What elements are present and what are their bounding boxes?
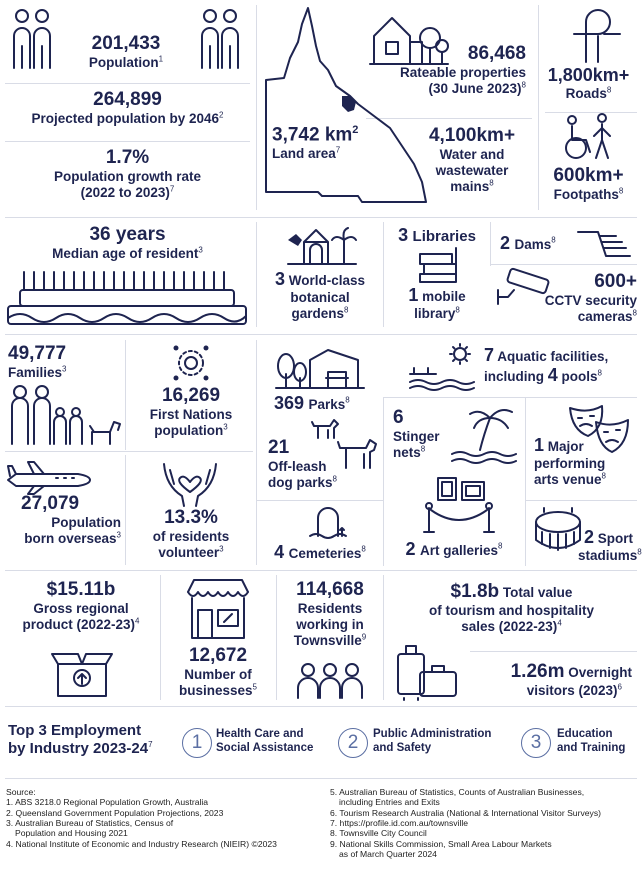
cctv-ref: 8: [632, 308, 637, 318]
parks-ref: 8: [345, 395, 350, 405]
land-stat: [272, 124, 382, 162]
population-label: Population: [88, 54, 159, 70]
arts-label-2: performing: [534, 455, 606, 471]
land-label: Land area: [272, 146, 336, 162]
road-interchange-icon: [572, 6, 622, 62]
aquatic-label-1: Aquatic facilities,: [497, 349, 609, 364]
stinger-label-2: nets: [393, 444, 421, 460]
land-sup: 2: [352, 124, 359, 136]
gazebo-palm-icon: [282, 224, 362, 266]
source-line: as of March Quarter 2024: [339, 848, 437, 859]
rateable-label-2: (30 June 2023): [428, 80, 522, 96]
gardens-stat: [258, 270, 382, 322]
roads-label: Roads: [565, 85, 607, 101]
overseas-stat: [5, 494, 121, 547]
source-line: Population and Housing 2021: [15, 828, 128, 839]
person-pair-icon: [8, 6, 56, 76]
land-value: 3,742 km: [272, 124, 353, 146]
roads-stat: [540, 66, 637, 102]
gardens-label-2: botanical: [290, 289, 350, 305]
stadiums-label-2: stadiums: [578, 547, 638, 563]
sources-right: [330, 787, 640, 859]
tourism-label-1: Total value: [502, 585, 573, 600]
employment-rank-3: 3: [521, 728, 551, 758]
projected-label: Projected population by 2046: [31, 110, 220, 126]
overseas-value: 27,079: [21, 493, 80, 514]
arts-stat: [534, 436, 637, 488]
parks-stat: [274, 394, 382, 414]
tourism-label-2: of tourism and hospitality: [428, 602, 594, 618]
sources-heading: Source:: [6, 787, 36, 797]
volunteer-value: 13.3%: [164, 507, 218, 528]
source-line: 6. Tourism Research Australia (National & International Visitor Surveys): [330, 807, 601, 818]
footpaths-value: 600km+: [553, 165, 624, 186]
dot-painting-icon: [172, 344, 210, 382]
population-ref: 1: [158, 54, 164, 64]
businesses-label-2: businesses: [179, 682, 253, 698]
water-label-1: Water and: [439, 146, 505, 162]
dams-label: Dams: [514, 237, 552, 252]
age-stat: [5, 225, 250, 262]
water-stat: [410, 126, 534, 195]
dams-ref: 8: [551, 235, 556, 245]
residents-working-label-2: working in: [296, 616, 364, 632]
aquatic-value: 7: [484, 345, 495, 365]
age-ref: 3: [198, 245, 203, 255]
stinger-label-1: Stinger: [393, 428, 440, 444]
galleries-value: 2: [405, 539, 416, 559]
source-line: 7. https://profile.id.com.au/townsville: [330, 817, 469, 828]
stadiums-value: 2: [584, 527, 595, 547]
stadiums-label-1: Sport: [597, 531, 634, 546]
sources-left: [6, 787, 326, 849]
growth-value: 1.7%: [105, 147, 150, 168]
overnight-label-2: visitors (2023): [526, 682, 618, 698]
footpaths-stat: [540, 166, 637, 203]
arts-label-3: arts venue: [534, 471, 602, 487]
growth-label-2: (2022 to 2023): [80, 184, 170, 200]
aquatic-label-2a: including: [484, 368, 544, 384]
mobile-library-label-2: library: [414, 305, 456, 321]
roads-value: 1,800km+: [547, 65, 630, 85]
source-line: 3. Australian Bureau of Statistics, Census of: [6, 817, 174, 828]
first-nations-ref: 3: [223, 422, 228, 432]
gardens-value: 3: [274, 269, 285, 289]
parks-label: Parks: [308, 397, 346, 412]
libraries-value: 3: [398, 225, 409, 245]
employment-item-1: [216, 728, 336, 755]
rateable-value: 86,468: [467, 43, 526, 64]
pedestrian-wheelchair-icon: [560, 114, 616, 160]
hands-heart-icon: [160, 460, 220, 508]
employment-item-1-line-2: Social Assistance: [216, 741, 314, 754]
overnight-stat: [462, 662, 632, 699]
employment-item-2-line-2: and Safety: [373, 741, 432, 754]
volunteer-label-2: volunteer: [158, 544, 220, 560]
employment-title-1: Top 3 Employment: [8, 722, 142, 739]
stinger-ref: 8: [420, 444, 426, 454]
tourism-label-3: sales (2022-23): [461, 618, 558, 634]
arts-label-1: Major: [547, 439, 584, 454]
grp-stat: [5, 580, 157, 633]
first-nations-value: 16,269: [161, 385, 221, 406]
shopfront-icon: [186, 578, 250, 640]
grp-ref: 4: [135, 616, 140, 626]
employment-ref: 7: [148, 739, 153, 749]
palm-beach-icon: [450, 404, 522, 466]
age-value: 36 years: [89, 224, 166, 245]
stinger-value: 6: [393, 407, 404, 428]
employment-item-2: [373, 728, 513, 755]
galleries-ref: 8: [498, 541, 503, 551]
first-nations-label-2: population: [154, 422, 224, 438]
cemeteries-label: Cemeteries: [288, 546, 362, 561]
libraries-label: Libraries: [412, 228, 476, 245]
grp-label-1: Gross regional: [33, 600, 129, 616]
dogparks-ref: 8: [332, 474, 337, 484]
source-line: 8. Townsville City Council: [330, 828, 427, 839]
water-label-2: wastewater: [435, 162, 509, 178]
dams-stat: [500, 234, 560, 254]
stadium-icon: [534, 508, 582, 554]
dogparks-stat: [268, 438, 378, 491]
aquatic-label-2c: pools: [561, 368, 598, 384]
galleries-label: Art galleries: [419, 543, 499, 558]
overseas-label-2: born overseas: [24, 530, 117, 546]
galleries-stat: [386, 540, 522, 560]
families-value: 49,777: [8, 343, 67, 364]
aquatic-stat: [484, 346, 636, 386]
overnight-label-1: Overnight: [568, 665, 632, 680]
source-line: 2. Queensland Government Population Projections, 2023: [6, 807, 224, 818]
volunteer-label-1: of residents: [152, 528, 230, 544]
land-ref: 7: [335, 145, 341, 155]
employment-rank-2: 2: [338, 728, 368, 758]
cctv-value: 600+: [594, 271, 637, 292]
residents-working-value: 114,668: [296, 579, 364, 600]
source-line: 4. National Institute of Economic and Industry Research (NIEIR) ©2023: [6, 838, 277, 849]
source-line: 1. ABS 3218.0 Regional Population Growth, Australia: [6, 797, 209, 808]
park-icon: [274, 344, 366, 392]
businesses-label-1: Number of: [184, 666, 252, 682]
grp-label-2: product (2022-23): [22, 616, 136, 632]
cctv-label-1: CCTV security: [544, 292, 637, 308]
person-pair-icon: [196, 6, 244, 76]
rateable-ref: 8: [521, 80, 526, 90]
employment-item-1-line-1: Health Care and: [216, 728, 304, 740]
tourism-stat: [386, 582, 637, 635]
employment-item-3: [557, 728, 639, 755]
source-line: including Entries and Exits: [339, 797, 440, 808]
stadiums-stat: [578, 527, 642, 564]
businesses-value: 12,672: [188, 645, 248, 666]
overnight-ref: 6: [617, 682, 622, 692]
water-ref: 8: [489, 178, 494, 188]
age-label: Median age of resident: [52, 245, 199, 261]
libraries-ref: 8: [455, 305, 460, 315]
arts-value: 1: [534, 435, 545, 455]
projected-ref: 2: [219, 110, 224, 120]
businesses-stat: [162, 646, 274, 699]
employment-title: [8, 722, 178, 757]
residents-working-label-3: Townsville: [293, 632, 362, 648]
water-value: 4,100km+: [428, 125, 516, 146]
employment-rank-1: 1: [182, 728, 212, 758]
gardens-label-3: gardens: [291, 305, 345, 321]
water-label-3: mains: [450, 178, 490, 194]
employment-item-3-line-1: Education: [557, 728, 613, 740]
rateable-label-1: Rateable properties: [399, 64, 526, 80]
first-nations-stat: [128, 386, 254, 439]
dogparks-label-2: dog parks: [268, 474, 333, 490]
cctv-label-2: cameras: [577, 308, 633, 324]
growth-ref: 7: [169, 184, 175, 194]
source-line: 5. Australian Bureau of Statistics, Counts of Australian Businesses,: [330, 787, 585, 797]
cctv-stat: [536, 272, 637, 325]
residents-working-stat: [278, 580, 382, 649]
dams-value: 2: [500, 233, 511, 253]
dogparks-label-1: Off-leash: [268, 458, 327, 474]
mobile-library-value: 1: [408, 285, 419, 305]
families-stat: [8, 344, 118, 381]
footpaths-label: Footpaths: [553, 186, 619, 202]
families-ref: 3: [62, 364, 67, 374]
luggage-icon: [394, 640, 458, 702]
overseas-ref: 3: [116, 530, 121, 540]
businesses-ref: 5: [252, 682, 257, 692]
aquatic-label-2b: 4: [547, 364, 558, 385]
overnight-value: 1.26m: [510, 661, 565, 682]
employment-item-3-line-2: and Training: [557, 741, 626, 754]
art-gallery-icon: [414, 476, 504, 534]
residents-working-label-1: Residents: [297, 600, 363, 616]
airplane-icon: [6, 460, 92, 496]
mobile-library-stat: [386, 286, 488, 322]
overseas-label-1: Population: [51, 514, 121, 530]
employment-item-2-line-1: Public Administration: [373, 728, 492, 740]
gardens-label-1: World-class: [288, 273, 366, 288]
pool-sun-icon: [408, 344, 480, 390]
volunteer-stat: [128, 508, 254, 561]
gardens-ref: 8: [344, 305, 349, 315]
cemeteries-value: 4: [274, 542, 285, 562]
headstone-icon: [308, 506, 348, 540]
tourism-value: $1.8b: [450, 581, 500, 602]
dam-icon: [576, 226, 632, 260]
growth-label-1: Population growth rate: [54, 168, 201, 184]
rateable-stat: [358, 44, 526, 97]
workers-group-icon: [294, 660, 366, 700]
cemeteries-stat: [258, 543, 382, 563]
birthday-cake-icon: [6, 266, 248, 328]
projected-stat: [5, 90, 250, 127]
books-icon: [418, 246, 460, 284]
roads-ref: 8: [606, 85, 612, 95]
population-stat: [60, 34, 192, 71]
parks-value: 369: [274, 393, 305, 413]
employment-title-2: by Industry 2023-24: [8, 739, 149, 757]
cemeteries-ref: 8: [361, 544, 366, 554]
footpaths-ref: 8: [618, 186, 624, 196]
grp-value: $15.11b: [46, 579, 116, 600]
projected-value: 264,899: [93, 89, 162, 110]
first-nations-label-1: First Nations: [149, 406, 233, 422]
mobile-library-label-1: mobile: [422, 289, 466, 304]
stadiums-ref: 8: [637, 547, 642, 557]
aquatic-ref: 8: [597, 368, 602, 378]
family-icon: [8, 384, 122, 446]
families-label: Families: [8, 364, 63, 380]
residents-working-ref: 9: [361, 632, 367, 642]
libraries-stat: [386, 226, 488, 246]
tourism-ref: 4: [557, 618, 562, 628]
volunteer-ref: 3: [219, 544, 224, 554]
arts-ref: 8: [601, 471, 606, 481]
source-line: 9. National Skills Commission, Small Area Labour Markets: [330, 838, 552, 849]
population-value: 201,433: [91, 33, 161, 54]
open-box-icon: [50, 644, 114, 698]
growth-stat: [5, 148, 250, 201]
dogparks-value: 21: [268, 437, 290, 458]
